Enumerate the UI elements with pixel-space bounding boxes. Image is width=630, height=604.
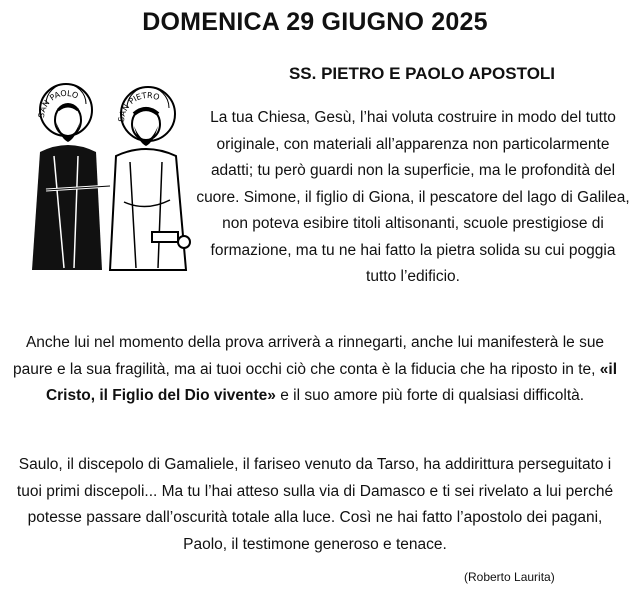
paragraph-1: La tua Chiesa, Gesù, l’hai voluta costruire in modo del tutto originale, con materiali all’apparenza non particolarmente adatti; tu però guardi non la superficie, ma le profondità del cuore. Simone, il figlio di Giona, il pescatore del lago di Galilea, non poteva esibire titoli altisonanti, scuole prestigiose di formazione, ma tu ne hai fatto la pietra solida su cui poggia tutto l’edificio. bbox=[196, 109, 630, 285]
author-signature: (Roberto Laurita) bbox=[464, 570, 555, 584]
paragraph-3: Saulo, il discepolo di Gamaliele, il fariseo venuto da Tarso, ha addirittura perseguitato i tuoi primi discepoli... Ma tu l’hai atteso sulla via di Damasco e ti sei rivelato a lui perché potesse passare dall’oscurità totale alla luce. Così ne hai fatto l’apostolo dei pagani, Paolo, il testimone generoso e tenace. bbox=[16, 456, 614, 553]
paragraph-2-text-start: Anche lui nel momento della prova arriverà a rinnegarti, anche lui manifesterà le sue paure e la sua fragilità, ma ai tuoi occhi ciò che conta è la fiducia che ha riposto in te, bbox=[13, 334, 605, 378]
right-halo-text: SAN PIETRO bbox=[116, 90, 161, 123]
feast-subtitle: SS. PIETRO E PAOLO APOSTOLI bbox=[288, 64, 556, 83]
paragraph-2 bbox=[6, 330, 624, 410]
paragraph-2-quote: «il Cristo, il Figlio del Dio vivente» bbox=[45, 360, 617, 404]
left-halo-text: SAN PAOLO bbox=[36, 88, 80, 119]
page-title: DOMENICA 29 GIUGNO 2025 bbox=[142, 8, 488, 36]
paragraph-2-text-end: e il suo amore più forte di qualsiasi difficoltà. bbox=[275, 387, 585, 404]
saints-peter-and-paul-icon bbox=[24, 82, 194, 272]
